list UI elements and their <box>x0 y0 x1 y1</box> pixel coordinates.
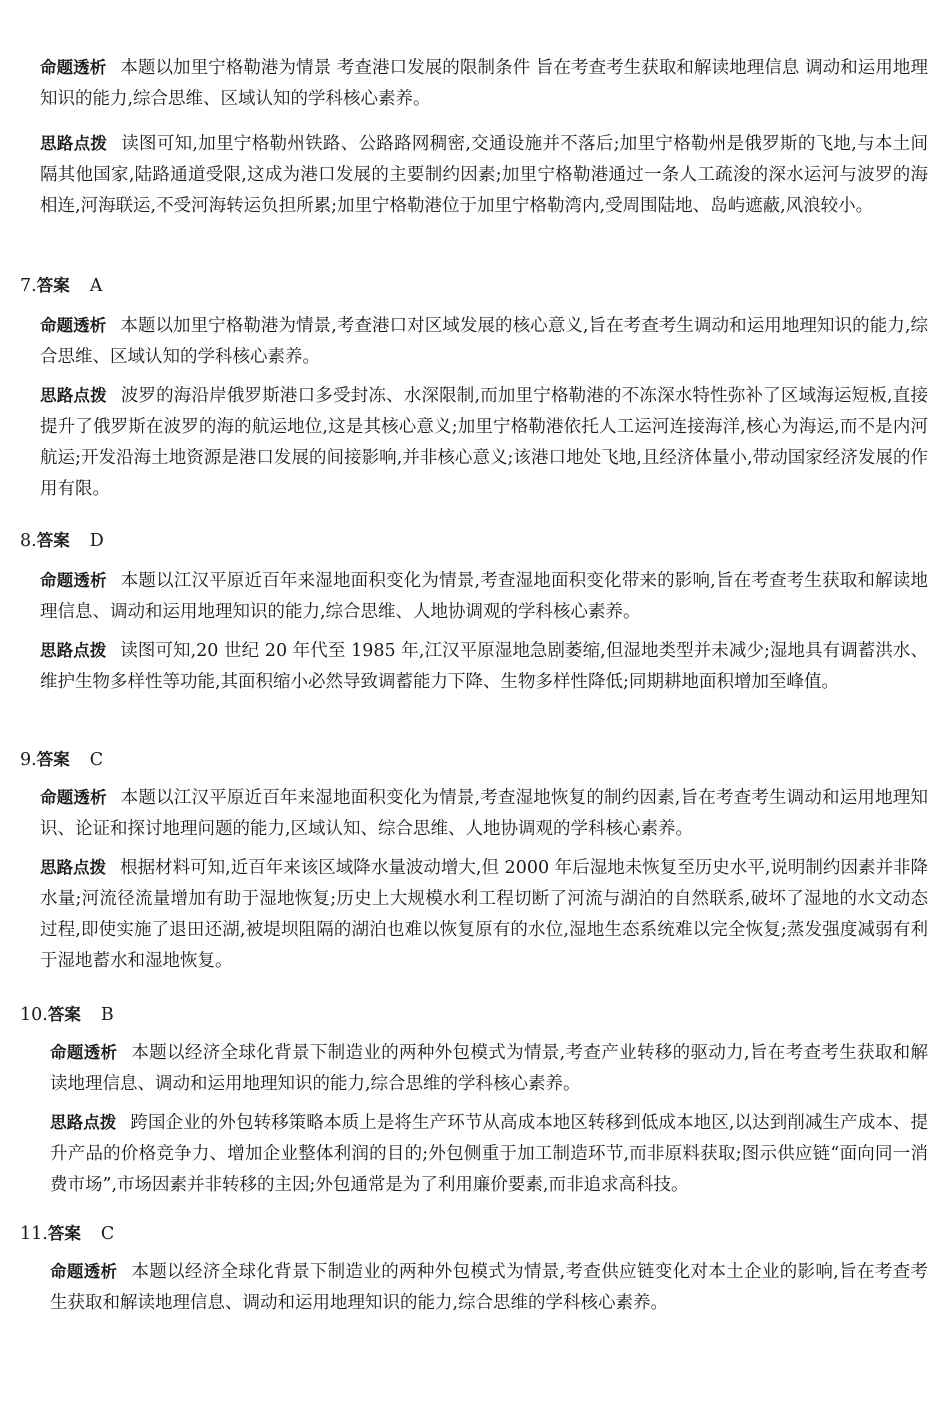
approach-label: 思路点拨 <box>40 134 108 153</box>
analysis-label: 命题透析 <box>40 788 107 807</box>
analysis-text: 本题以经济全球化背景下制造业的两种外包模式为情景,考查供应链变化对本土企业的影响,旨在考查考生获取和解读地理信息、调动和运用地理知识的能力,综合思维的学科核心素养。 <box>50 1262 929 1313</box>
approach-text: 跨国企业的外包转移策略本质上是将生产环节从高成本地区转移到低成本地区,以达到削减生产成本、提升产品的价格竞争力、增加企业整体利润的目的;外包侧重于加工制造环节,而非原料获取;图示供应链“面向同一消费市场”,市场因素并非转移的主因;外包通常是为了利用廉价要素,而非追求高科技。 <box>50 1113 929 1195</box>
q10-analysis <box>50 1037 928 1100</box>
analysis-text: 本题以经济全球化背景下制造业的两种外包模式为情景,考查产业转移的驱动力,旨在考查考生获取和解读地理信息、调动和运用地理知识的能力,综合思维的学科核心素养。 <box>50 1043 929 1094</box>
intro-analysis <box>40 52 928 115</box>
answer-value: C <box>100 1224 115 1244</box>
analysis-label: 命题透析 <box>40 571 107 590</box>
q8-approach <box>40 635 928 698</box>
analysis-text: 本题以江汉平原近百年来湿地面积变化为情景,考查湿地恢复的制约因素,旨在考查考生调动和运用地理知识、论证和探讨地理问题的能力,区域认知、综合思维、人地协调观的学科核心素养。 <box>40 788 928 839</box>
analysis-text: 本题以加里宁格勒港为情景,考查港口对区域发展的核心意义,旨在考查考生调动和运用地理知识的能力,综合思维、区域认知的学科核心素养。 <box>40 316 929 367</box>
approach-text: 读图可知,20 世纪 20 年代至 1985 年,江汉平原湿地急剧萎缩,但湿地类型并未减少;湿地具有调蓄洪水、维护生物多样性等功能,其面积缩小必然导致调蓄能力下降、生物多样性降低;同期耕地面积增加至峰值。 <box>40 641 929 692</box>
answer-line-q10 <box>20 999 114 1031</box>
approach-text: 读图可知,加里宁格勒州铁路、公路路网稠密,交通设施并不落后;加里宁格勒州是俄罗斯的飞地,与本土间隔其他国家,陆路通道受限,这成为港口发展的主要制约因素;加里宁格勒港通过一条人工疏浚的深水运河与波罗的海相连,河海联运,不受河海转运负担所累;加里宁格勒港位于加里宁格勒湾内,受周围陆地、岛屿遮蔽,风浪较小。 <box>40 134 928 216</box>
answer-line-q9 <box>20 744 103 776</box>
analysis-label: 命题透析 <box>40 316 107 335</box>
answer-line-q7 <box>20 270 102 302</box>
q11-analysis <box>50 1256 928 1319</box>
question-number: 7. <box>20 276 37 296</box>
analysis-label: 命题透析 <box>50 1262 118 1281</box>
question-number: 10. <box>20 1005 48 1025</box>
approach-label: 思路点拨 <box>40 858 107 877</box>
approach-text: 根据材料可知,近百年来该区域降水量波动增大,但 2000 年后湿地未恢复至历史水平,说明制约因素并非降水量;河流径流量增加有助于湿地恢复;历史上大规模水利工程切断了河流与湖泊的自然联系,破坏了湿地的水文动态过程,即使实施了退田还湖,被堤坝阻隔的湖泊也难以恢复原有的水位,湿地生态系统难以完全恢复;蒸发强度减弱有利于湿地蓄水和湿地恢复。 <box>40 858 928 971</box>
q8-analysis <box>40 565 928 628</box>
question-number: 9. <box>20 750 37 770</box>
approach-label: 思路点拨 <box>40 386 107 405</box>
q10-approach <box>50 1107 928 1201</box>
analysis-text: 本题以加里宁格勒港为情景 考查港口发展的限制条件 旨在考查考生获取和解读地理信息 调动和运用地理知识的能力,综合思维、区域认知的学科核心素养。 <box>40 58 929 109</box>
answer-label: 答案 <box>47 1005 81 1024</box>
q7-approach <box>40 380 928 505</box>
approach-label: 思路点拨 <box>40 641 107 660</box>
answer-line-q11 <box>20 1218 114 1250</box>
analysis-text: 本题以江汉平原近百年来湿地面积变化为情景,考查湿地面积变化带来的影响,旨在考查考生获取和解读地理信息、调动和运用地理知识的能力,综合思维、人地协调观的学科核心素养。 <box>40 571 928 622</box>
q9-approach <box>40 852 928 977</box>
question-number: 8. <box>20 531 37 551</box>
answer-label: 答案 <box>36 276 70 295</box>
answer-line-q8 <box>20 525 104 557</box>
answer-label: 答案 <box>36 750 70 769</box>
answer-value: C <box>89 750 104 770</box>
intro-approach <box>40 128 928 222</box>
q7-analysis <box>40 310 928 373</box>
q9-analysis <box>40 782 928 845</box>
analysis-label: 命题透析 <box>50 1043 118 1062</box>
answer-label: 答案 <box>36 531 70 550</box>
answer-value: B <box>100 1005 114 1025</box>
answer-value: A <box>89 276 103 296</box>
question-number: 11. <box>20 1224 48 1244</box>
analysis-label: 命题透析 <box>40 58 107 77</box>
approach-text: 波罗的海沿岸俄罗斯港口多受封冻、水深限制,而加里宁格勒港的不冻深水特性弥补了区域海运短板,直接提升了俄罗斯在波罗的海的航运地位,这是其核心意义;加里宁格勒港依托人工运河连接海洋,核心为海运,而不是内河航运;开发沿海土地资源是港口发展的间接影响,并非核心意义;该港口地处飞地,且经济体量小,带动国家经济发展的作用有限。 <box>40 386 928 499</box>
answer-label: 答案 <box>47 1224 81 1243</box>
approach-label: 思路点拨 <box>50 1113 117 1132</box>
answer-value: D <box>89 531 104 551</box>
